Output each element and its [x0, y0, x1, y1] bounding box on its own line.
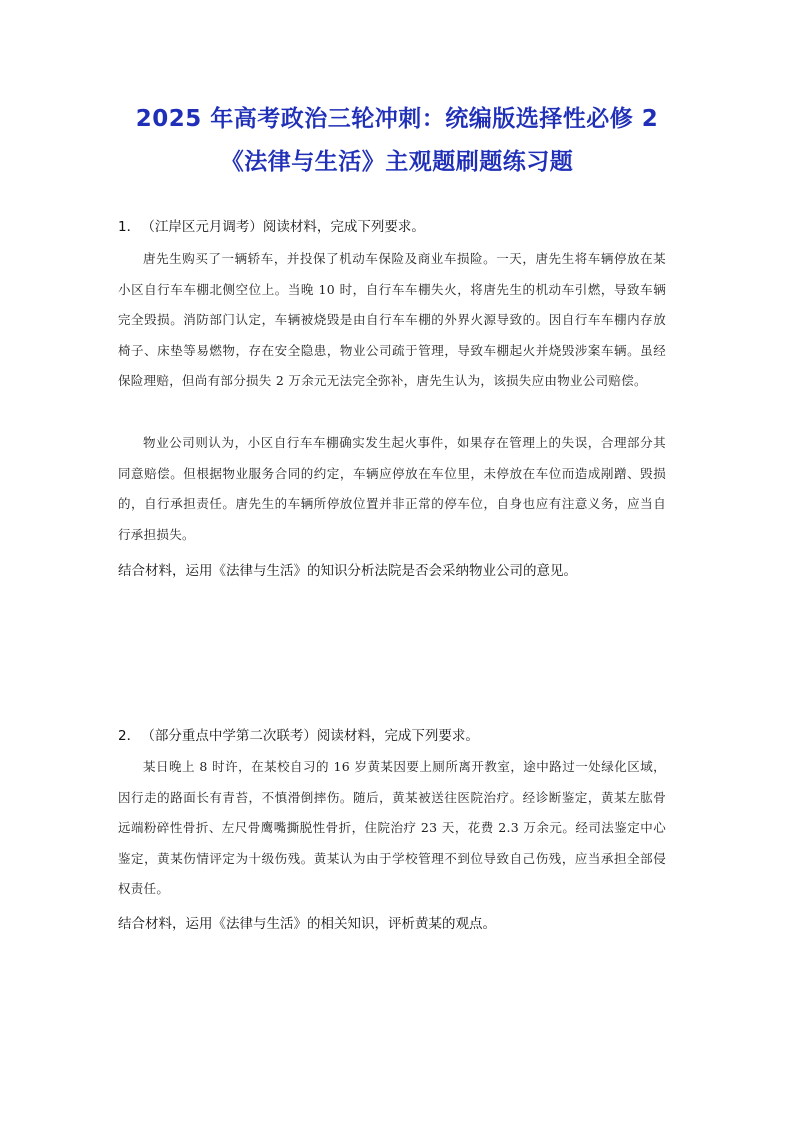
question-1-number: 1． — [118, 219, 141, 235]
question-2-paragraph-1: 某日晚上 8 时许，在某校自习的 16 岁黄某因要上厕所离开教室，途中路过一处绿化区域，因行走的路面长有青苔，不慎滑倒摔伤。随后，黄某被送往医院治疗。经诊断鉴定，黄某左肱骨远端粉碎性骨折、左尺骨鹰嘴撕脱性骨折，住院治疗 23 天，花费 2.3 万余元。经司法鉴定中心鉴定，黄某伤情评定为十级伤残。黄某认为由于学校管理不到位导致自己伤残，应当承担全部侵权责任。 — [118, 759, 666, 896]
question-1-source: （江岸区元月调考）阅读材料，完成下列要求。 — [148, 219, 425, 235]
question-1-ask: 结合材料，运用《法律与生活》的知识分析法院是否会采纳物业公司的意见。 — [118, 563, 577, 579]
document-title-line1: 2025 年高考政治三轮冲刺：统编版选择性必修 2 — [135, 106, 659, 132]
document-title-line2: 《法律与生活》主观题刷题练习题 — [220, 149, 574, 175]
question-1-paragraph-1: 唐先生购买了一辆轿车，并投保了机动车保险及商业车损险。一天，唐先生将车辆停放在某小区自行车车棚北侧空位上。当晚 10 时，自行车车棚失火，将唐先生的机动车引燃，导致车辆完全毁损。消防部门认定，车辆被烧毁是由自行车车棚的外界火源导致的。因自行车车棚内存放椅子、床垫等易燃物，存在安全隐患，物业公司疏于管理，导致车棚起火并烧毁涉案车辆。虽经保险理赔，但尚有部分损失 2 万余元无法完全弥补，唐先生认为，该损失应由物业公司赔偿。 — [118, 251, 666, 388]
question-2-source: （部分重点中学第二次联考）阅读材料，完成下列要求。 — [148, 728, 479, 744]
question-1-header — [118, 217, 698, 237]
question-2-number: 2． — [118, 728, 141, 744]
question-2-header — [118, 726, 698, 746]
question-1-paragraph-2: 物业公司则认为，小区自行车车棚确实发生起火事件，如果存在管理上的失误，合理部分其同意赔偿。但根据物业服务合同的约定，车辆应停放在车位里，未停放在车位而造成剐蹭、毁损的，自行承担责任。唐先生的车辆所停放位置并非正常的停车位，自身也应有注意义务，应当自行承担损失。 — [118, 435, 666, 542]
question-2-ask: 结合材料，运用《法律与生活》的相关知识，评析黄某的观点。 — [118, 916, 496, 932]
